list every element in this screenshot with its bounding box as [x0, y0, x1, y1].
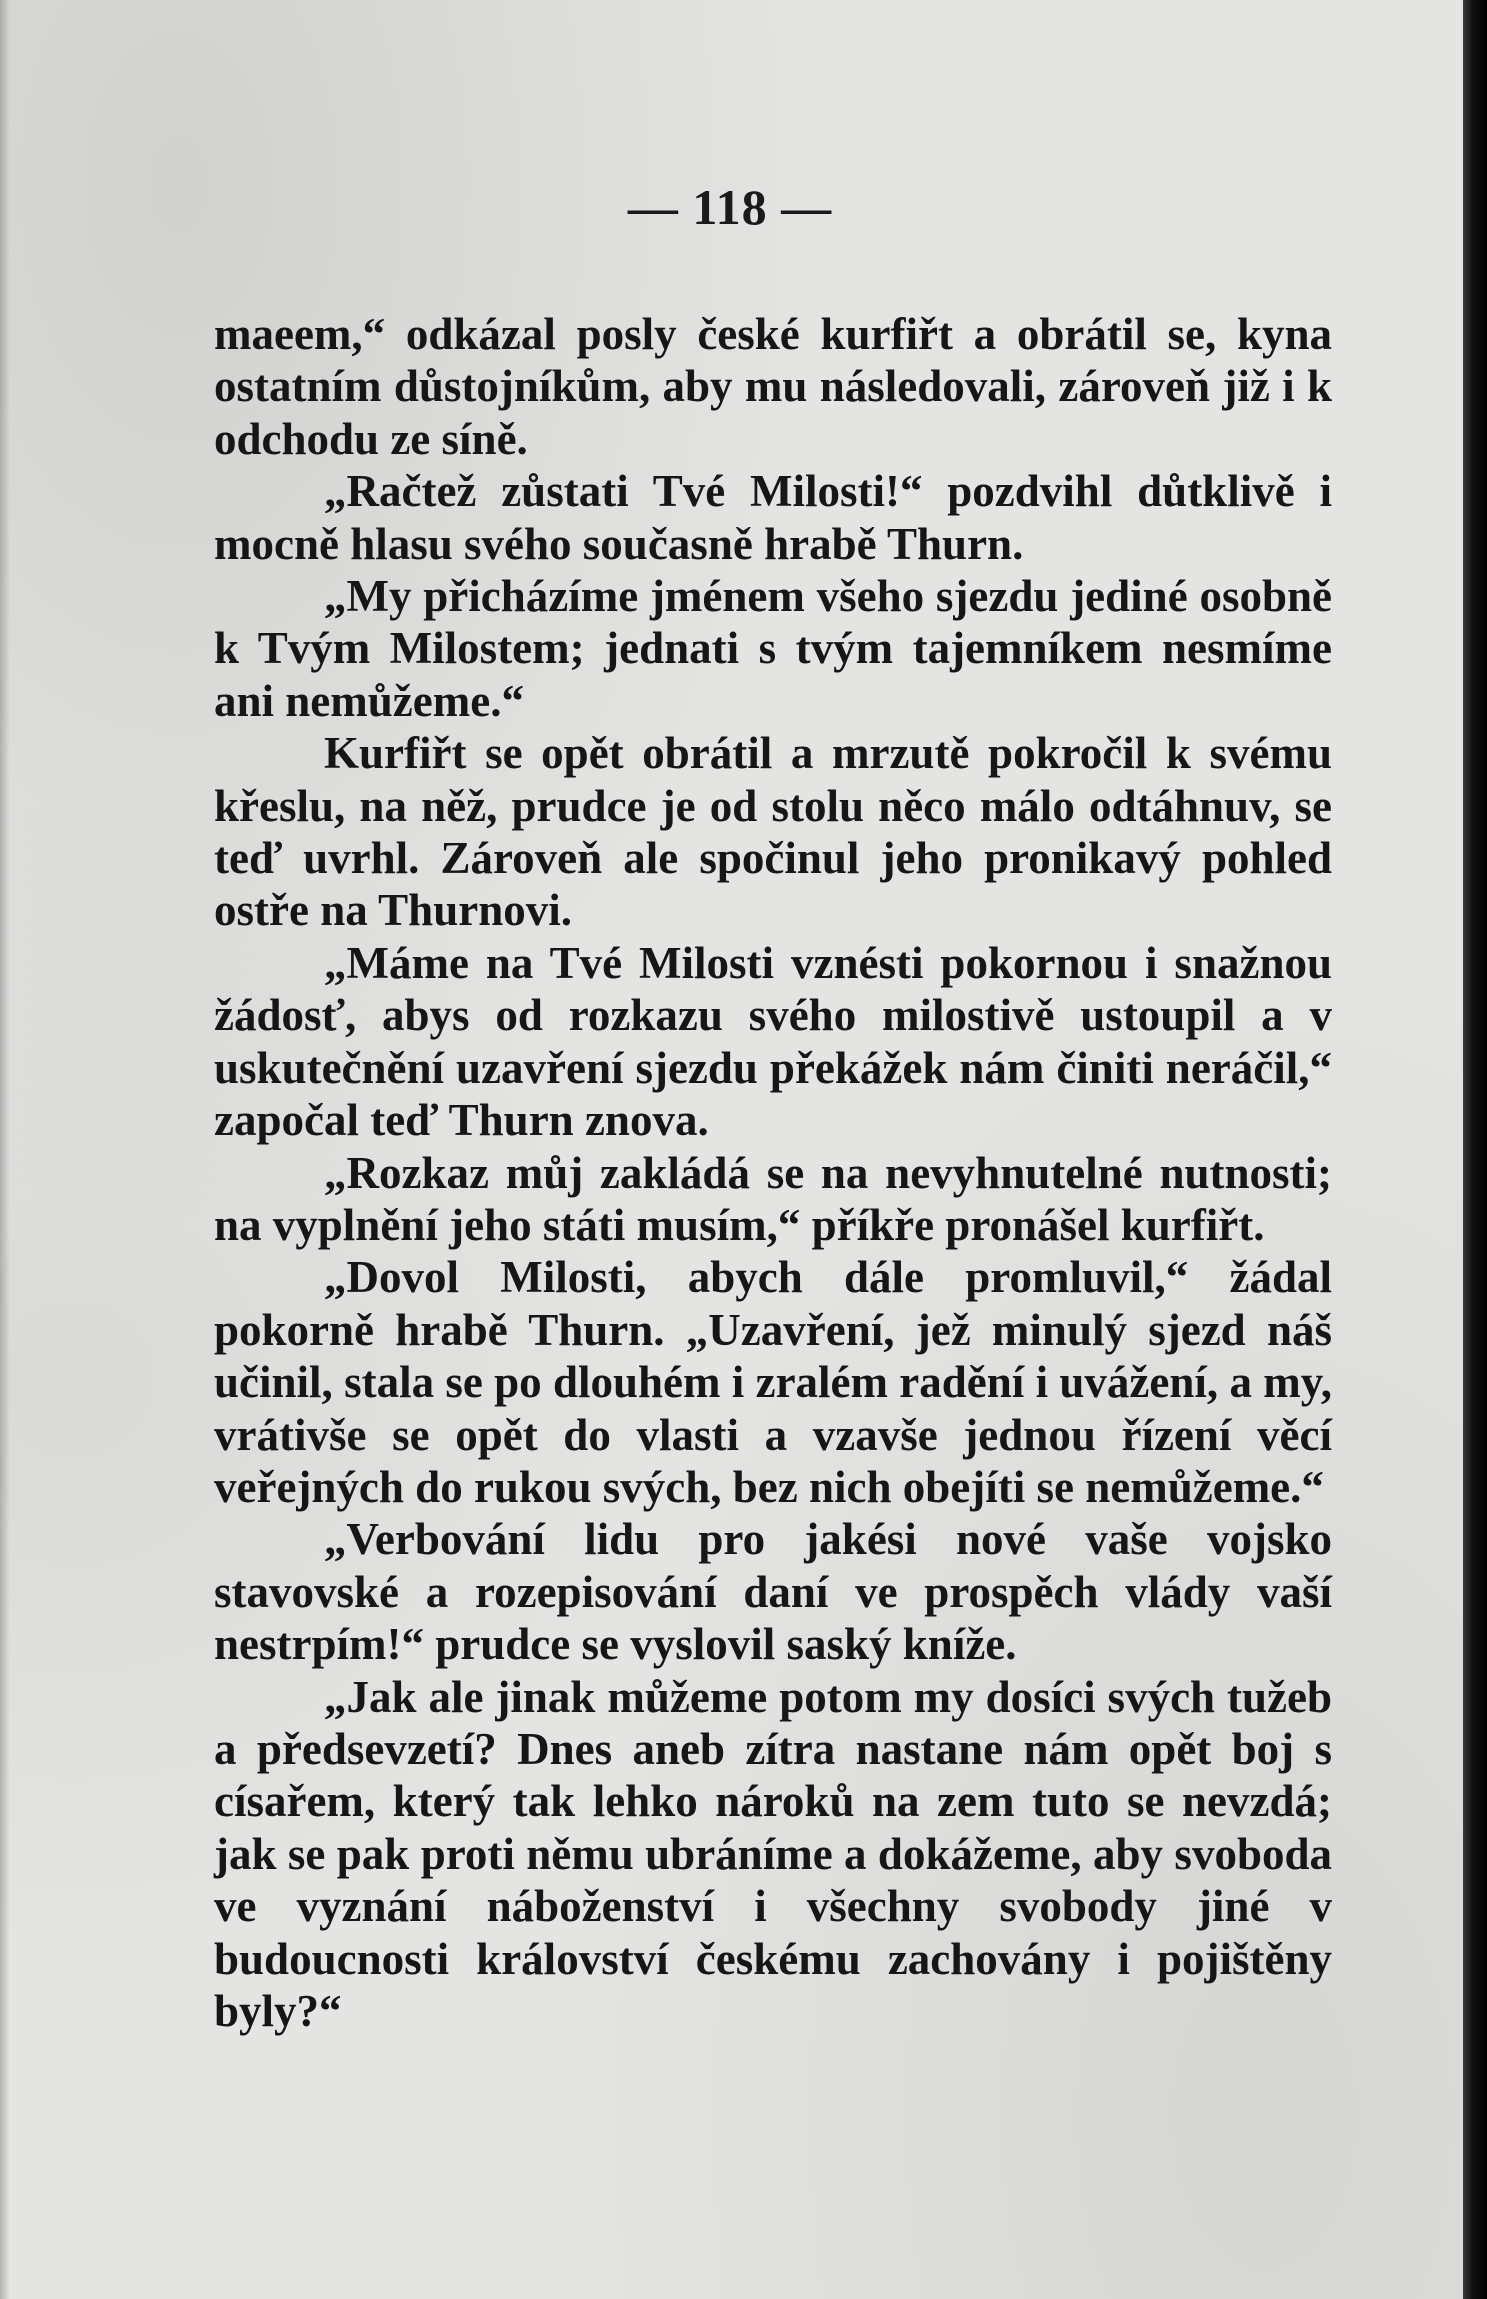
paragraph: Kurfiřt se opět obrátil a mrzutě pokročil k svému křeslu, na něž, prudce je od stolu něco málo odtáhnuv, se teď uvrhl. Zároveň ale spočinul jeho pronikavý pohled ostře na Thurnovi.	[214, 728, 1332, 936]
paragraph: „Verbování lidu pro jakési nové vaše vojsko stavovské a rozepisování daní ve prospěch vlády vaší nestrpím!“ prudce se vyslovil saský kníže.	[214, 1514, 1332, 1670]
page-number: — 118 —	[627, 179, 833, 235]
paragraph: „Máme na Tvé Milosti vznésti pokornou i snažnou žádosť, abys od rozkazu svého milostivě ustoupil a v uskutečnění uzavření sjezdu překážek nám činiti neráčil,“ započal teď Thurn znova.	[214, 937, 1332, 1146]
body-text	[214, 308, 1332, 2037]
paragraph: maeem,“ odkázal posly české kurfiřt a obrátil se, kyna ostatním důstojníkům, aby mu následovali, zároveň již i k odchodu ze síně.	[214, 309, 1332, 464]
paragraph: „Dovol Milosti, abych dále promluvil,“ žádal pokorně hrabě Thurn. „Uzavření, jež minulý sjezd náš učinil, stala se po dlouhém i zralém radění i uvážení, a my, vrátivše se opět do vlasti a vzavše jednou řízení věcí veřejných do rukou svých, bez nich obejíti se nemůžeme.“	[214, 1252, 1332, 1512]
page-binding-edge	[1463, 0, 1487, 2299]
paragraph: „My přicházíme jménem všeho sjezdu jediné osobně k Tvým Milostem; jednati s tvým tajemníkem nesmíme ani nemůžeme.“	[214, 571, 1332, 726]
paragraph: „Rozkaz můj zakládá se na nevyhnutelné nutnosti; na vyplnění jeho státi musím,“ příkře pronášel kurfiřt.	[214, 1147, 1332, 1250]
paragraph: „Račtež zůstati Tvé Milosti!“ pozdvihl důtklivě i mocně hlasu svého současně hrabě Thurn.	[214, 466, 1332, 569]
page-shadow-left	[0, 0, 10, 2299]
paragraph: „Jak ale jinak můžeme potom my dosíci svých tužeb a předsevzetí? Dnes aneb zítra nastane nám opět boj s císařem, který tak lehko nároků na zem tuto se nevzdá; jak se pak proti němu ubráníme a dokážeme, aby svoboda ve vyznání náboženství i všechny svobody jiné v budoucnosti království českému zachovány i pojištěny byly?“	[214, 1671, 1332, 2036]
